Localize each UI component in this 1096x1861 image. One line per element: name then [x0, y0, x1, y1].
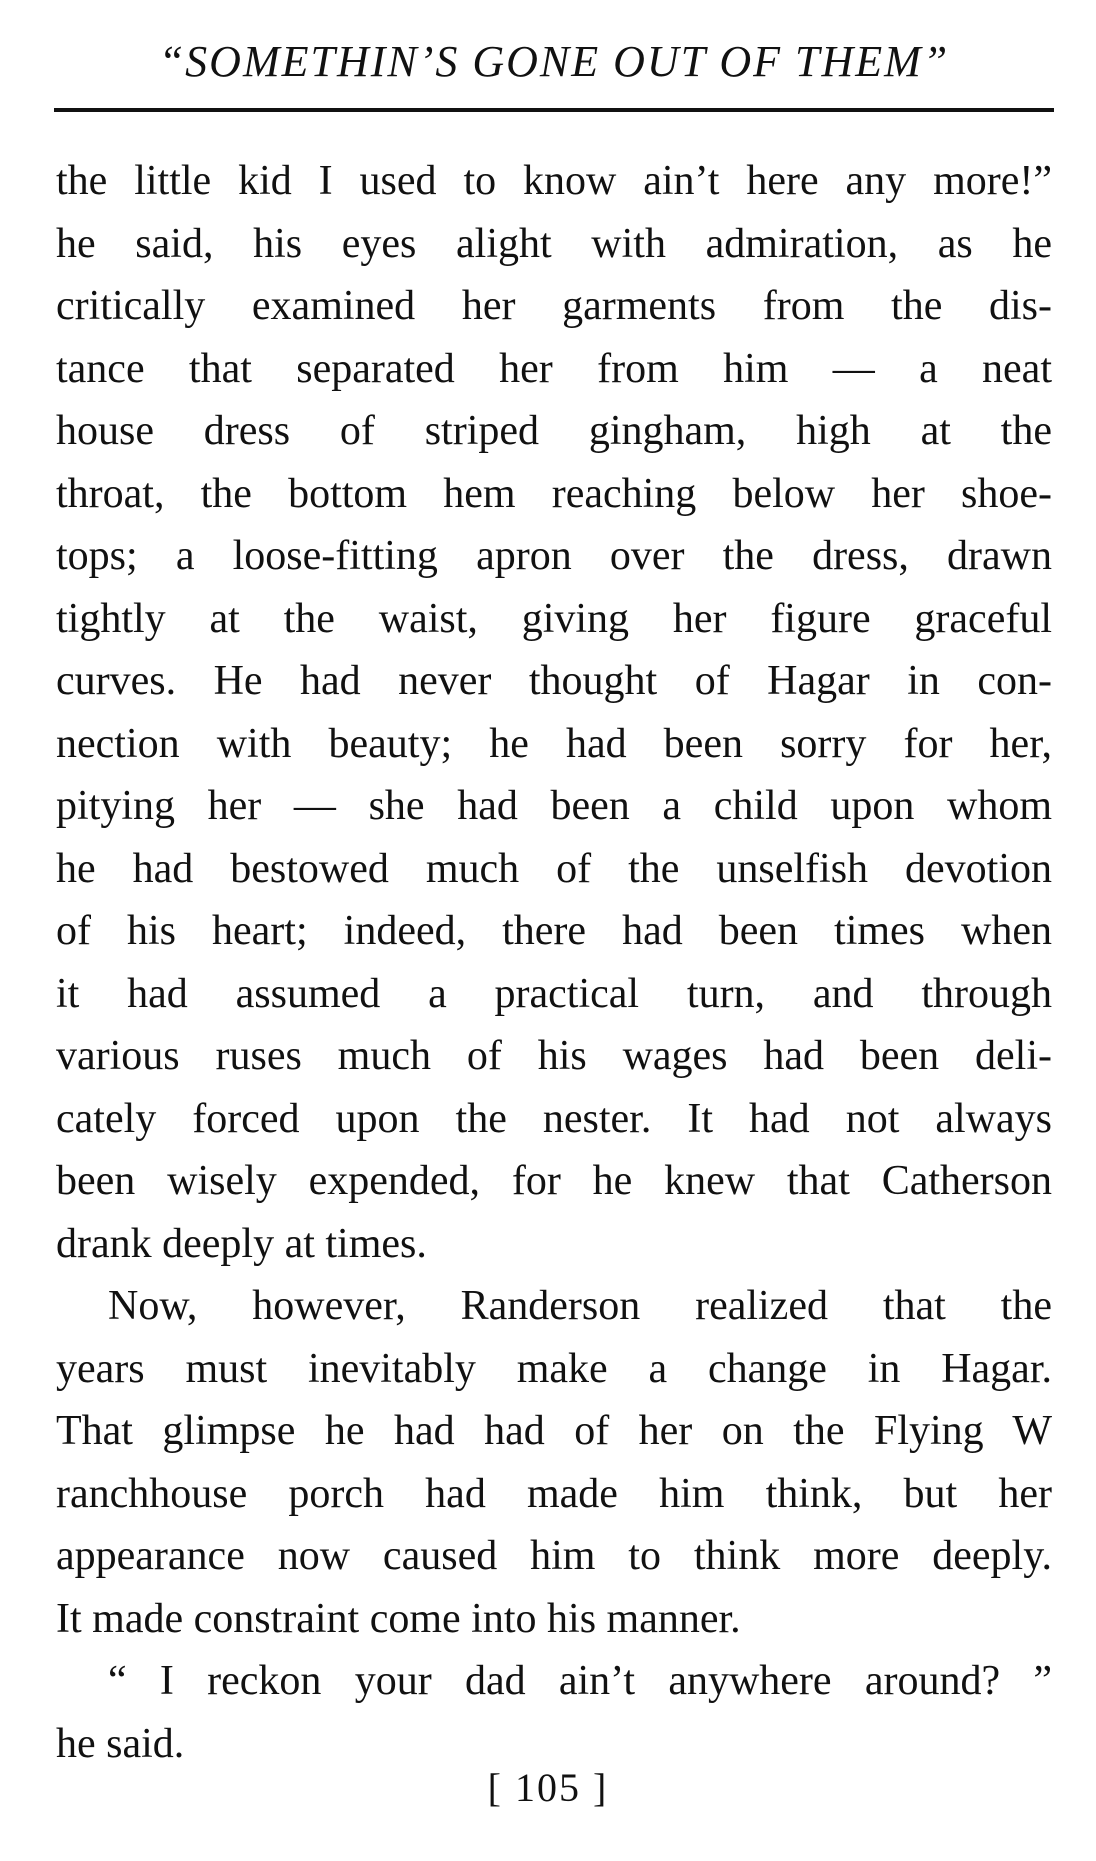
text-line: “ I reckon your dad ain’t anywhere around? ” — [108, 1658, 1052, 1704]
text-line: of his heart; indeed, there had been times when — [56, 908, 1052, 954]
text-line: he had bestowed much of the unselfish devotion — [56, 845, 1052, 892]
text-line: years must inevitably make a change in Hagar. — [56, 1345, 1052, 1392]
header-rule — [54, 108, 1054, 112]
text-line: ranchhouse porch had made him think, but her — [56, 1470, 1052, 1517]
text-line: tance that separated her from him — a neat — [56, 345, 1052, 392]
text-line: critically examined her garments from the dis- — [56, 283, 1052, 329]
text-line: he said, his eyes alight with admiration, as he — [56, 220, 1052, 267]
text-line: nection with beauty; he had been sorry for her, — [56, 720, 1052, 767]
text-line: he said. — [56, 1720, 185, 1767]
text-line: pitying her — she had been a child upon whom — [56, 783, 1052, 829]
text-line: tightly at the waist, giving her figure graceful — [56, 595, 1052, 642]
text-line: appearance now caused him to think more deeply. — [56, 1533, 1052, 1579]
text-line: the little kid I used to know ain’t here any more!” — [56, 158, 1052, 204]
text-line: house dress of striped gingham, high at the — [56, 408, 1052, 454]
text-line: That glimpse he had had of her on the Flying W — [56, 1408, 1052, 1454]
text-line: It made constraint come into his manner. — [56, 1595, 741, 1642]
text-line: throat, the bottom hem reaching below her shoe- — [56, 470, 1052, 517]
running-head: “SOMETHIN’S GONE OUT OF THEM” — [158, 37, 950, 86]
text-line: been wisely expended, for he knew that Catherson — [56, 1158, 1052, 1204]
text-line: curves. He had never thought of Hagar in con- — [56, 658, 1052, 704]
page-number: [ 105 ] — [487, 1765, 609, 1810]
text-line: it had assumed a practical turn, and through — [56, 970, 1052, 1017]
text-line: drank deeply at times. — [56, 1220, 427, 1267]
body-text — [56, 150, 1052, 1775]
text-line: various ruses much of his wages had been deli- — [56, 1033, 1052, 1079]
text-line: cately forced upon the nester. It had not always — [56, 1095, 1052, 1142]
text-line: tops; a loose-fitting apron over the dress, drawn — [56, 533, 1052, 579]
text-line: Now, however, Randerson realized that the — [108, 1283, 1052, 1329]
